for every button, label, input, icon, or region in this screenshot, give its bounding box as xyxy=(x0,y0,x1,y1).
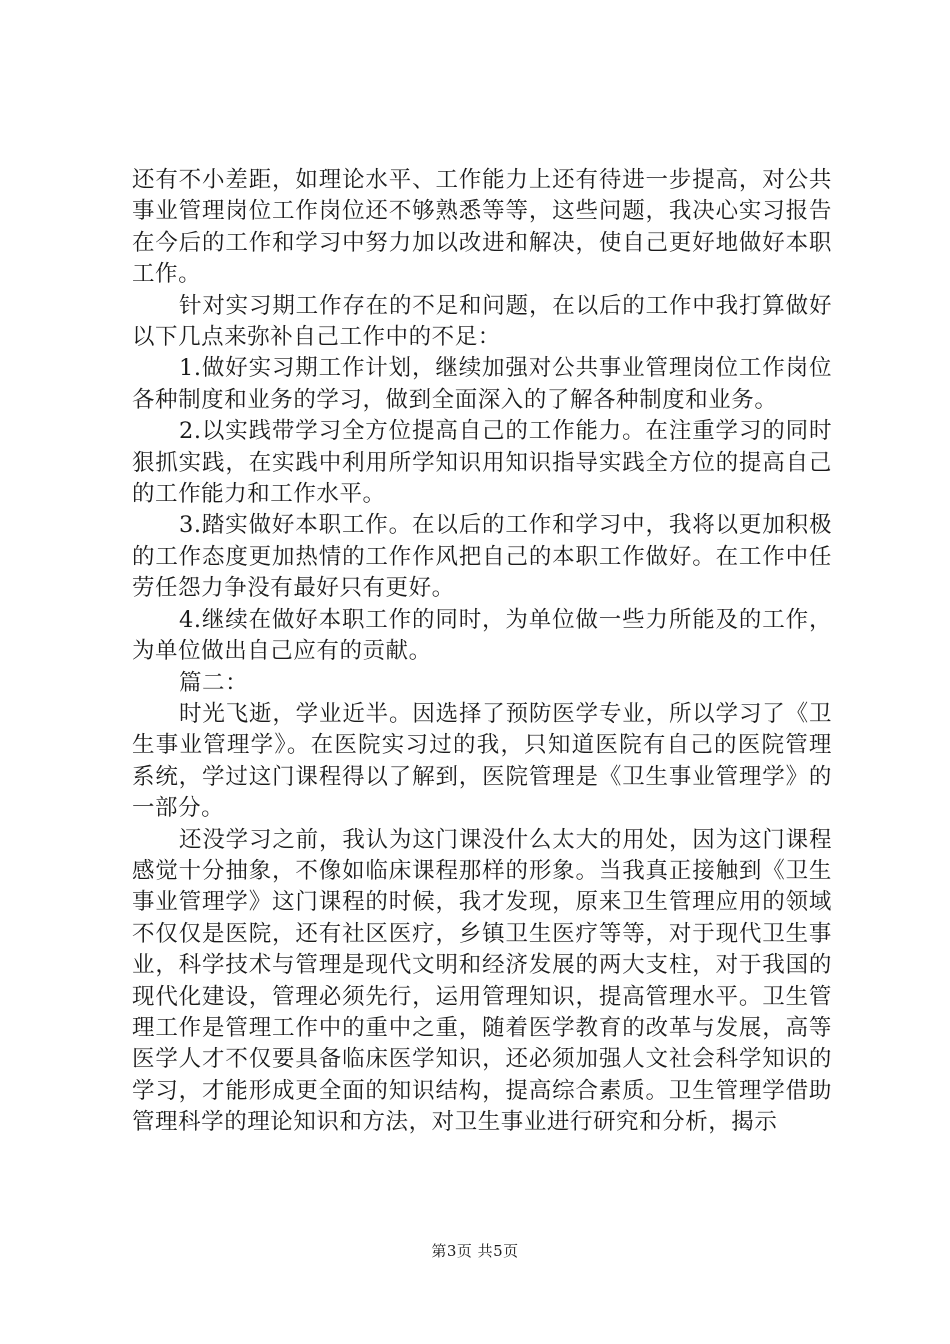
paragraph-2: 针对实习期工作存在的不足和问题，在以后的工作中我打算做好以下几点来弥补自己工作中的不足： xyxy=(132,292,832,351)
page-number-footer: 第3页 共5页 xyxy=(431,1242,519,1260)
document-body xyxy=(132,165,832,1139)
paragraph-7: 时光飞逝，学业近半。因选择了预防医学专业，所以学习了《卫生事业管理学》。在医院实习过的我，只知道医院有自己的医院管理系统，学过这门课程得以了解到，医院管理是《卫生事业管理学》的一部分。 xyxy=(132,700,832,822)
section-heading: 篇二： xyxy=(179,669,249,696)
paragraph-6: 4.继续在做好本职工作的同时，为单位做一些力所能及的工作，为单位做出自己应有的贡献。 xyxy=(132,606,832,665)
paragraph-5: 3.踏实做好本职工作。在以后的工作和学习中，我将以更加积极的工作态度更加热情的工作作风把自己的本职工作做好。在工作中任劳任怨力争没有最好只有更好。 xyxy=(132,512,832,602)
paragraph-1: 还有不小差距，如理论水平、工作能力上还有待进一步提高，对公共事业管理岗位工作岗位还不够熟悉等等，这些问题，我决心实习报告在今后的工作和学习中努力加以改进和解决，使自己更好地做好本职工作。 xyxy=(132,167,832,288)
paragraph-3: 1.做好实习期工作计划，继续加强对公共事业管理岗位工作岗位各种制度和业务的学习，做到全面深入的了解各种制度和业务。 xyxy=(132,355,832,413)
paragraph-8: 还没学习之前，我认为这门课没什么太大的用处，因为这门课程感觉十分抽象，不像如临床课程那样的形象。当我真正接触到《卫生事业管理学》这门课程的时候，我才发现，原来卫生管理应用的领域不仅仅是医院，还有社区医疗，乡镇卫生医疗等等，对于现代卫生事业，科学技术与管理是现代文明和经济发展的两大支柱，对于我国的现代化建设，管理必须先行，运用管理知识，提高管理水平。卫生管理工作是管理工作中的重中之重，随着医学教育的改革与发展，高等医学人才不仅要具备临床医学知识，还必须加强人文社会科学知识的学习，才能形成更全面的知识结构，提高综合素质。卫生管理学借助管理科学的理论知识和方法，对卫生事业进行研究和分析，揭示 xyxy=(132,826,832,1136)
paragraph-4: 2.以实践带学习全方位提高自己的工作能力。在注重学习的同时狠抓实践，在实践中利用所学知识用知识指导实践全方位的提高自己的工作能力和工作水平。 xyxy=(132,418,832,508)
